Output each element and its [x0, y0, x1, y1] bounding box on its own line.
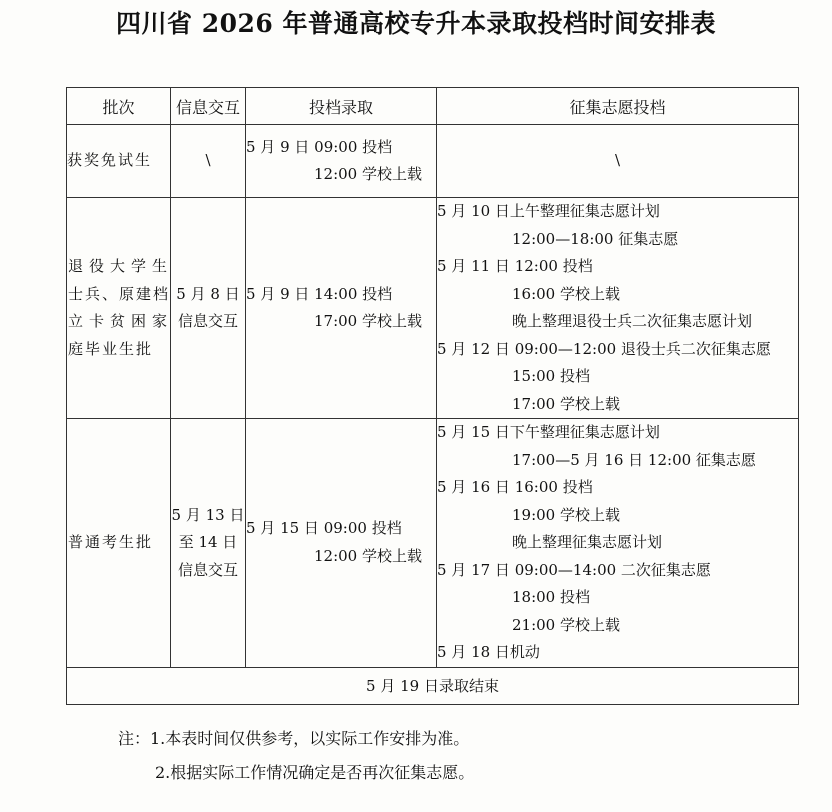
page-title: 四川省 2026 年普通高校专升本录取投档时间安排表 — [116, 9, 716, 38]
solicit-line: 5 月 16 日 16:00 投档 — [437, 478, 593, 496]
info-text: 至 14 日 — [178, 533, 238, 551]
batch-name: 士兵、原建档 — [68, 284, 171, 303]
solicit-line: 18:00 投档 — [512, 588, 590, 606]
solicit-line: 12:00—18:00 征集志愿 — [512, 229, 679, 248]
table-row-end — [67, 667, 799, 704]
solicit-line: 5 月 17 日 09:00—14:00 二次征集志愿 — [437, 560, 711, 579]
solicit-line: 15:00 投档 — [512, 367, 590, 385]
solicit-line: 晚上整理退役士兵二次征集志愿计划 — [512, 312, 753, 330]
table-row — [67, 419, 799, 668]
admission-line: 12:00 学校上载 — [314, 165, 422, 183]
header-info-exchange: 信息交互 — [171, 88, 246, 125]
table-header-row — [67, 88, 799, 125]
admission-cell — [246, 198, 437, 419]
batch-cell — [67, 125, 171, 198]
solicit-line: 5 月 12 日 09:00—12:00 退役士兵二次征集志愿 — [437, 339, 771, 358]
info-text: 信息交互 — [177, 312, 238, 330]
solicit-line: 17:00—5 月 16 日 12:00 征集志愿 — [512, 450, 756, 469]
solicit-line: 晚上整理征集志愿计划 — [512, 533, 663, 551]
batch-cell — [67, 198, 174, 419]
batch-name: 庭毕业生批 — [68, 339, 154, 358]
admission-line: 12:00 学校上载 — [314, 546, 422, 565]
solicit-line: 21:00 学校上载 — [512, 615, 620, 634]
info-text: 5 月 13 日 — [171, 505, 245, 524]
admission-cell — [246, 419, 437, 668]
note-1: 注：1.本表时间仅供参考，以实际工作安排为准。 — [118, 729, 470, 748]
note-2: 2.根据实际工作情况确定是否再次征集志愿。 — [155, 763, 475, 782]
batch-name: 获奖免试生 — [67, 151, 153, 170]
info-text: 信息交互 — [177, 560, 238, 579]
batch-cell — [67, 419, 171, 668]
info-cell — [171, 419, 246, 668]
solicit-line: 16:00 学校上载 — [512, 284, 620, 303]
solicit-line: 19:00 学校上载 — [512, 505, 620, 524]
solicit-line: 5 月 18 日机动 — [437, 643, 540, 661]
batch-name: 立卡贫困家 — [68, 312, 174, 330]
admission-line: 5 月 15 日 09:00 投档 — [246, 519, 402, 538]
header-admission: 投档录取 — [246, 88, 437, 125]
solicit-line: \ — [614, 151, 621, 170]
solicit-line: 5 月 11 日 12:00 投档 — [437, 257, 593, 275]
info-cell — [171, 125, 246, 198]
info-cell — [171, 198, 246, 419]
admission-line: 5 月 9 日 09:00 投档 — [246, 137, 393, 156]
info-text: 5 月 8 日 — [176, 284, 240, 303]
admission-cell — [246, 125, 437, 198]
schedule-table — [66, 87, 799, 705]
solicit-cell — [437, 198, 799, 419]
admission-line: 5 月 9 日 14:00 投档 — [246, 284, 393, 303]
solicit-line: 5 月 15 日下午整理征集志愿计划 — [437, 423, 660, 441]
info-text: \ — [205, 151, 211, 170]
solicit-cell — [437, 419, 799, 668]
solicit-line: 17:00 学校上载 — [512, 394, 620, 413]
table-row — [67, 125, 799, 198]
batch-name: 普通考生批 — [68, 533, 154, 551]
admission-end-cell: 5 月 19 日录取结束 — [67, 667, 799, 704]
header-batch: 批次 — [67, 88, 171, 125]
notes — [118, 722, 474, 790]
header-solicitation: 征集志愿投档 — [437, 88, 799, 125]
solicit-cell — [437, 125, 799, 198]
solicit-line: 5 月 10 日上午整理征集志愿计划 — [437, 202, 660, 220]
batch-name: 退役大学生 — [68, 257, 174, 275]
admission-line: 17:00 学校上载 — [314, 312, 422, 330]
table-row — [67, 198, 799, 419]
